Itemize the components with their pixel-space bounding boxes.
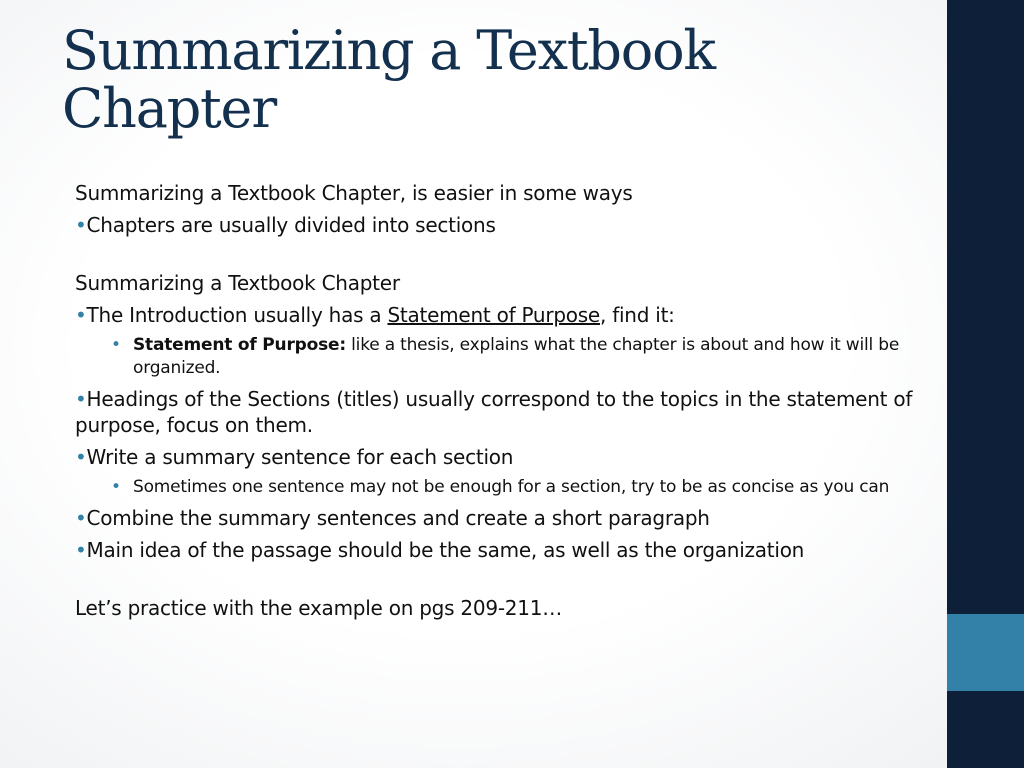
bullet-text: Write a summary sentence for each section (86, 445, 514, 469)
sub-bullet-statement-definition (75, 334, 925, 380)
bullet-summary-sentence (75, 444, 925, 470)
bullet-icon: • (75, 538, 87, 562)
bullet-introduction (75, 302, 925, 328)
bullet-icon: • (75, 303, 87, 327)
bullet-combine (75, 505, 925, 531)
bullet-text: The Introduction usually has a (86, 303, 388, 327)
bullet-text: Main idea of the passage should be the same, as well as the organization (86, 538, 805, 562)
closing-line: Let’s practice with the example on pgs 209-211… (75, 596, 562, 620)
bullet-icon: • (75, 506, 87, 530)
slide-title: Summarizing a Textbook Chapter (62, 19, 715, 140)
bullet-sections (75, 212, 925, 238)
intro-line: Summarizing a Textbook Chapter, is easier in some ways (75, 181, 633, 205)
bullet-text-end: , find it: (599, 303, 675, 327)
bullet-text: Chapters are usually divided into sections (86, 213, 496, 237)
bullet-text: Headings of the Sections (titles) usually correspond to the topics in the statement of purpose, focus on them. (75, 387, 913, 437)
sub-bullet-icon: • (111, 335, 121, 355)
bullet-main-idea (75, 537, 925, 563)
sub-bullet-text: Sometimes one sentence may not be enough for a section, try to be as concise as you can (133, 477, 890, 497)
section-heading: Summarizing a Textbook Chapter (75, 271, 400, 295)
sub-bullet-concise (75, 476, 925, 499)
definition-text: like a thesis, explains what the chapter is about and how it will be organized. (133, 335, 900, 378)
bullet-icon: • (75, 213, 87, 237)
bullet-icon: • (75, 445, 87, 469)
sub-bullet-icon: • (111, 477, 121, 497)
slide-body (75, 180, 925, 627)
bullet-headings (75, 386, 925, 438)
statement-of-purpose-link[interactable]: Statement of Purpose (387, 303, 600, 327)
definition-term: Statement of Purpose: (133, 335, 346, 355)
bullet-text: Combine the summary sentences and create a short paragraph (86, 506, 710, 530)
sidebar-accent-block (947, 614, 1024, 691)
bullet-icon: • (75, 387, 87, 411)
